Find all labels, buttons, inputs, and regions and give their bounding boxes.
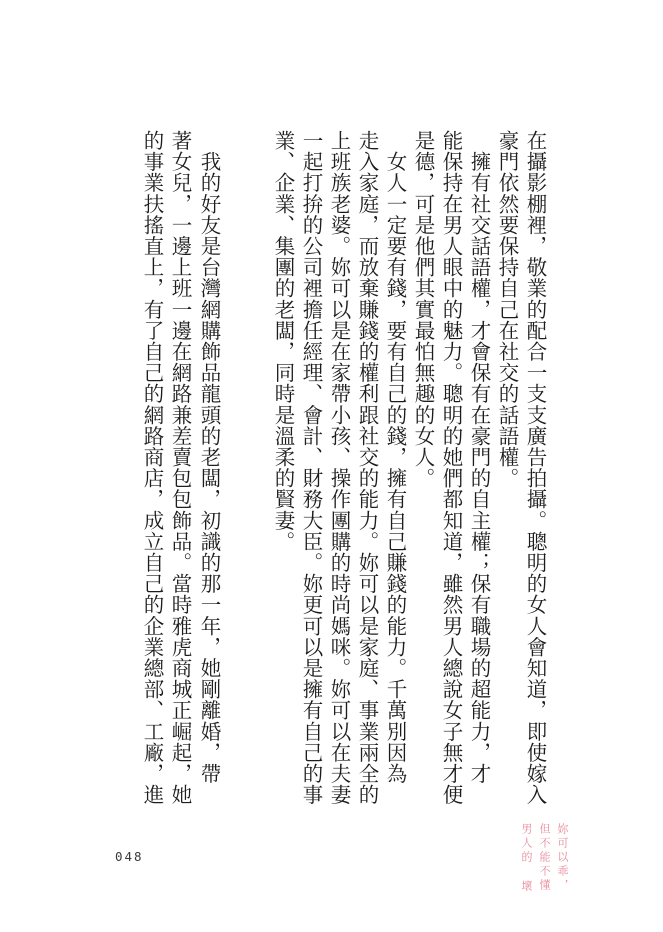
text-column-6: 女人一定要有錢，要有自己的錢，擁有自己賺錢的能力。千萬別因為 <box>383 130 407 785</box>
text-column-7: 走入家庭，而放棄賺錢的權利跟社交的能力。妳可以是家庭、事業兩全的 <box>355 130 379 806</box>
text-column-1: 在攝影棚裡，敬業的配合一支支廣告拍攝。聰明的女人會知道，即使嫁入 <box>523 130 547 806</box>
running-title-line-3: 男人的 <box>520 823 533 865</box>
running-title-line-4: 壞 <box>520 880 533 894</box>
text-column-12: 我的好友是台灣網購飾品龍頭的老闆，初識的那一年，她剛離婚，帶 <box>197 130 221 785</box>
text-column-2: 豪門依然要保持自己在社交的話語權。 <box>495 130 519 489</box>
text-column-3: 擁有社交話語權，才會保有在豪門的自主權；保有職場的超能力，才 <box>467 130 491 785</box>
text-column-14: 的事業扶搖直上，有了自己的網路商店，成立自己的企業總部、工廠，進 <box>140 130 164 806</box>
text-column-10: 業、企業、集團的老闆，同時是溫柔的賢妻。 <box>271 130 295 552</box>
text-column-13: 著女兒，一邊上班一邊在網路兼差賣包包飾品。當時雅虎商城正崛起，她 <box>168 130 192 806</box>
text-column-9: 一起打拚的公司裡擔任經理、會計、財務大臣。妳更可以是擁有自己的事 <box>299 130 323 806</box>
text-column-5: 是德，可是他們其實最怕無趣的女人。 <box>411 130 435 489</box>
text-column-4: 能保持在男人眼中的魅力。聰明的她們都知道，雖然男人總說女子無才便 <box>439 130 463 806</box>
page-number: 048 <box>115 849 144 864</box>
text-column-8: 上班族老婆。妳可以是在家帶小孩、操作團購的時尚媽咪。妳可以在夫妻 <box>327 130 351 806</box>
running-title-line-1: 妳可以乖， <box>556 823 569 893</box>
running-title-line-2: 但不能不懂 <box>538 823 551 893</box>
